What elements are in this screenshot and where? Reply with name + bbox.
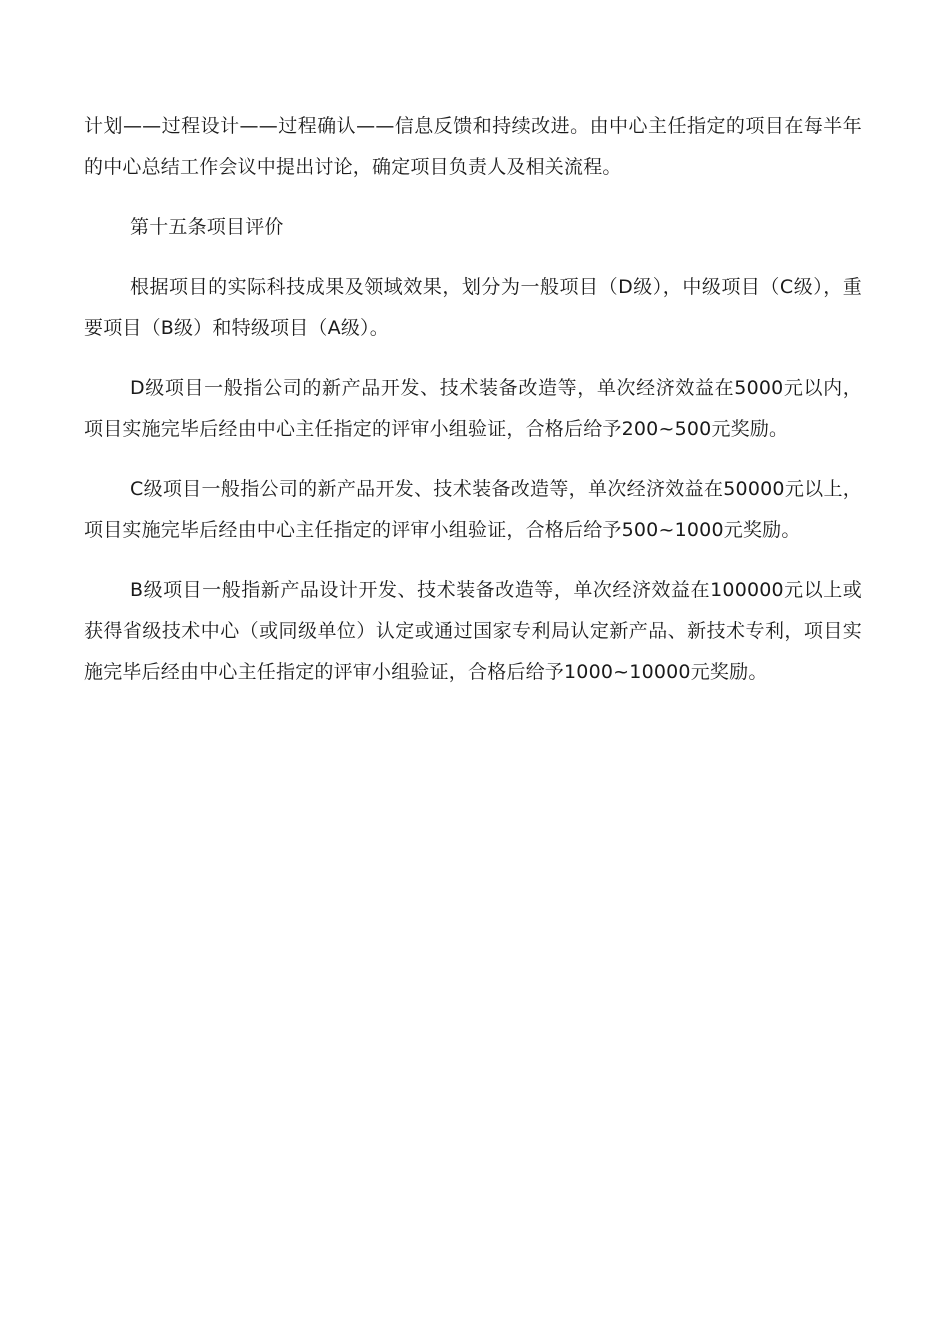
article-heading-project-evaluation: 第十五条项目评价 [130,216,284,238]
paragraph-grade-d: D级项目一般指公司的新产品开发、技术装备改造等，单次经济效益在5000元以内，项目实施完毕后经由中心主任指定的评审小组验证，合格后给予200~500元奖励。 [84,377,862,440]
document-body [84,106,862,693]
paragraph-grade-classification: 根据项目的实际科技成果及领域效果，划分为一般项目（D级），中级项目（C级），重要项目（B级）和特级项目（A级）。 [84,276,862,339]
paragraph-grade-b: B级项目一般指新产品设计开发、技术装备改造等，单次经济效益在100000元以上或获得省级技术中心（或同级单位）认定或通过国家专利局认定新产品、新技术专利，项目实施完毕后经由中心主任指定的评审小组验证，合格后给予1000~10000元奖励。 [84,579,862,683]
paragraph-grade-c: C级项目一般指公司的新产品开发、技术装备改造等，单次经济效益在50000元以上，项目实施完毕后经由中心主任指定的评审小组验证，合格后给予500~1000元奖励。 [84,478,862,541]
paragraph-process-continuation: 计划——过程设计——过程确认——信息反馈和持续改进。由中心主任指定的项目在每半年的中心总结工作会议中提出讨论，确定项目负责人及相关流程。 [84,115,862,178]
